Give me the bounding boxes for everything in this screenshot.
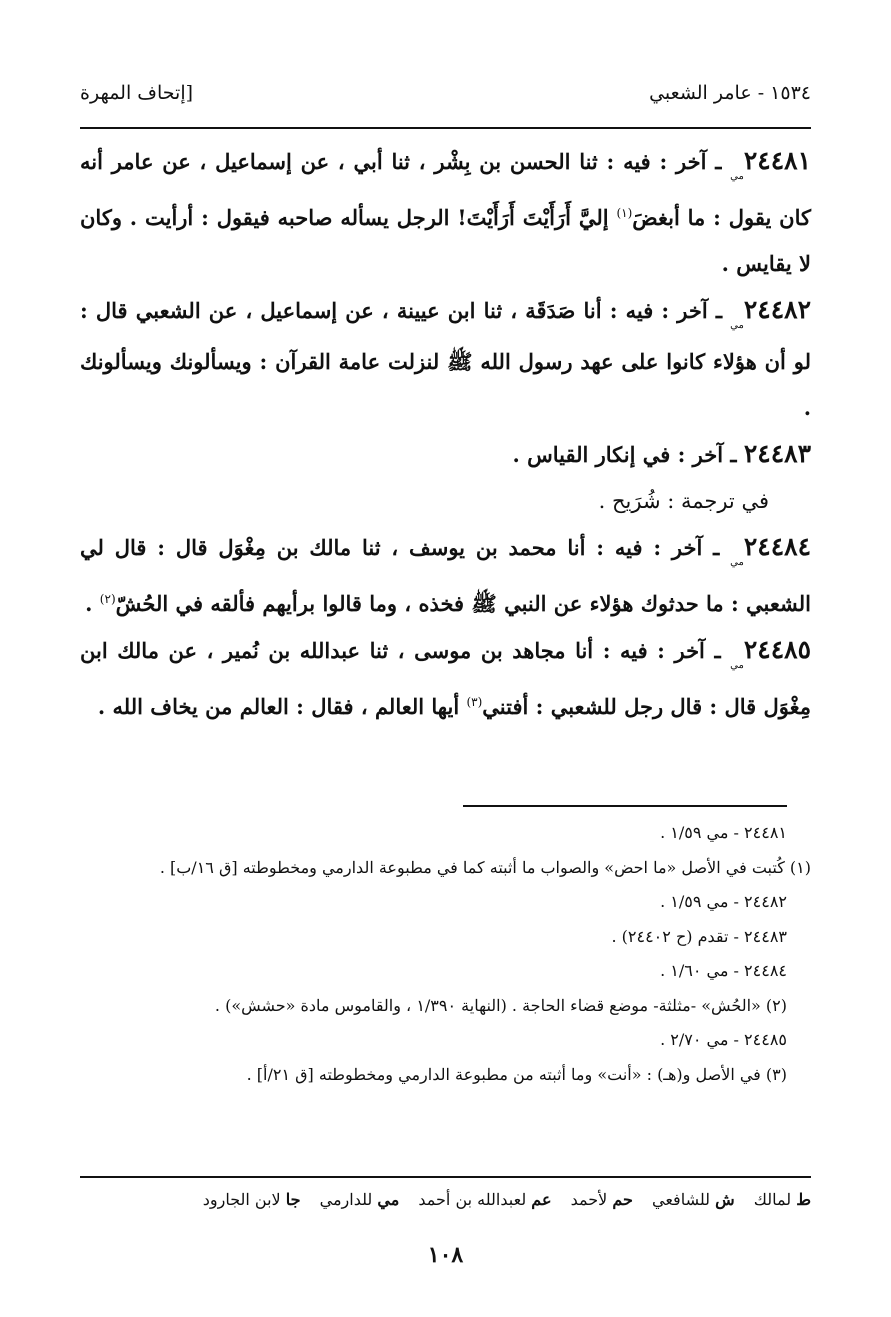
entry-text: ـ آخر : فيه : ثنا الحسن بن بِشْر ، ثنا أبي ، عن إسماعيل ، عن عامر أنه كان يقول : ما أبغضَ	[80, 149, 812, 230]
entry-number: ٢٤٤٨١	[743, 146, 811, 175]
abbreviation-key	[80, 1184, 811, 1216]
entry-number: ٢٤٤٨٤	[743, 532, 811, 561]
footnote-line: ٢٤٤٨٥ - مي ٢/٧٠ .	[660, 1030, 787, 1049]
footnote-line: ٢٤٤٨٣ - تقدم (ح ٢٤٤٠٢) .	[611, 926, 787, 946]
footnote-ref: (١)	[616, 206, 633, 220]
page-number: ١٠٨	[427, 1242, 464, 1268]
header-section-title: ١٥٣٤ - عامر الشعبي	[649, 82, 811, 104]
footnote-line: (١) كُتبت في الأصل «ما احض» والصواب ما أثبته كما في مطبوعة الدارمي ومخطوطته [ق ١٦/ب] .	[159, 857, 811, 877]
footnote-line: ٢٤٤٨٢ - مي ١/٥٩ .	[660, 892, 787, 911]
entry-text: أيها العالم ، فقال : العالم من يخاف الله .	[97, 694, 467, 719]
footnote-line: (٢) «الحُش» -مثلثة- موضع قضاء الحاجة . (النهاية ١/٣٩٠ ، والقاموس مادة «حشش») .	[214, 995, 787, 1015]
see-also-note: في ترجمة : شُرَيح .	[598, 489, 769, 513]
abbr-label: للدارمي	[319, 1190, 373, 1209]
entry-number: ٢٤٤٨٥	[743, 635, 811, 664]
hadith-entry	[80, 524, 811, 627]
abbr-label: لمالك	[753, 1190, 792, 1209]
abbr-label: لعبدالله بن أحمد	[418, 1190, 527, 1209]
source-mark: مي	[730, 557, 744, 568]
hadith-entry	[80, 287, 811, 431]
hadith-entry	[80, 431, 811, 478]
running-header	[80, 82, 811, 116]
abbr-code: مي	[377, 1190, 400, 1209]
abbr-label: لابن الجارود	[202, 1190, 281, 1209]
footnote-rule	[463, 805, 787, 807]
footnote-line: ٢٤٤٨٤ - مي ١/٦٠ .	[660, 961, 787, 980]
entry-number: ٢٤٤٨٣	[743, 439, 811, 468]
hadith-entry	[80, 627, 811, 730]
footnote-ref: (٢)	[99, 592, 116, 606]
footnote-ref: (٣)	[466, 695, 483, 709]
abbreviations-rule	[80, 1176, 811, 1178]
abbr-code: ط	[796, 1190, 811, 1209]
abbr-label: لأحمد	[570, 1190, 608, 1209]
footnotes	[80, 816, 811, 1092]
entry-text: ـ آخر : فيه : أنا صَدَقَة ، ثنا ابن عيينة ، عن إسماعيل ، عن الشعبي قال : لو أن هؤلاء كانوا على عهد رسول الله ﷺ لنزلت عامة القرآن : ويسألونك ويسألونك .	[80, 298, 811, 420]
hadith-entries	[80, 138, 811, 730]
header-book-title: [إتحاف المهرة	[80, 82, 194, 104]
entry-text: ـ آخر : في إنكار القياس .	[512, 442, 744, 467]
hadith-entry	[80, 138, 811, 287]
footnote-line: ٢٤٤٨١ - مي ١/٥٩ .	[660, 823, 787, 842]
abbr-code: ش	[715, 1190, 735, 1209]
source-mark: مي	[730, 660, 744, 671]
abbr-code: عم	[531, 1190, 552, 1209]
entry-text: إليَّ أَرَأَيْتَ أَرَأَيْتَ! الرجل يسأله صاحبه فيقول : أرأيت . وكان لا يقايس .	[80, 205, 811, 276]
abbr-code: حم	[612, 1190, 633, 1209]
entry-text: .	[85, 591, 100, 616]
abbr-label: للشافعي	[652, 1190, 711, 1209]
entry-text: ـ آخر : فيه : أنا مجاهد بن موسى ، ثنا عبدالله بن نُمير ، عن مالك ابن مِغْوَل قال : قال رجل للشعبي : أفتني	[80, 638, 811, 719]
entry-number: ٢٤٤٨٢	[743, 295, 811, 324]
source-mark: مي	[730, 171, 744, 182]
source-mark: مي	[730, 320, 744, 331]
header-rule	[80, 127, 811, 129]
entry-text: ـ آخر : فيه : أنا محمد بن يوسف ، ثنا مالك بن مِغْوَل قال : قال لي الشعبي : ما حدثوك هؤلاء عن النبي ﷺ فخذه ، وما قالوا برأيهم فألقه في الحُشّ	[80, 535, 811, 616]
footnote-line: (٣) في الأصل و(هـ) : «أنت» وما أثبته من مطبوعة الدارمي ومخطوطته [ق ٢١/أ] .	[246, 1064, 787, 1084]
abbr-code: جا	[285, 1190, 301, 1209]
